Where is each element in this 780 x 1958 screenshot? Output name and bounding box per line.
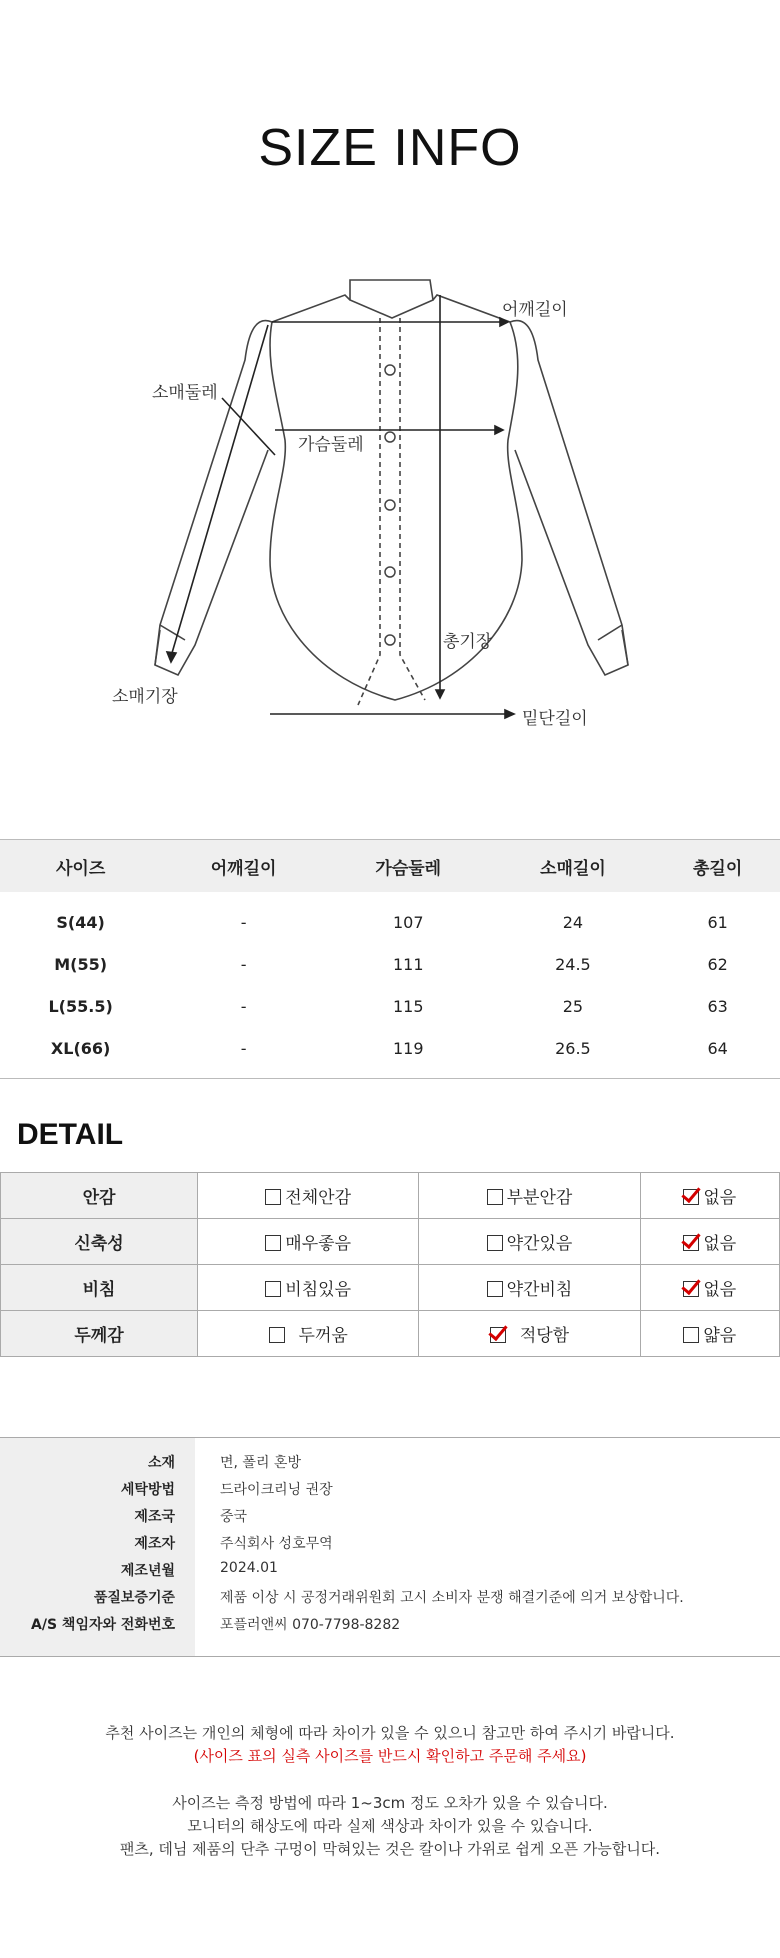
info-key: 품질보증기준: [93, 1590, 175, 1606]
length-arrow-head: [436, 690, 444, 698]
shoulder-cell: -: [240, 954, 247, 974]
checked-checkbox-icon: [683, 1235, 699, 1251]
info-value: 중국: [220, 1509, 248, 1525]
checkbox-icon: [269, 1327, 285, 1343]
length-cell: 62: [707, 954, 728, 974]
info-value: 2024.01: [220, 1560, 278, 1576]
sleeve-cell: 24: [562, 912, 584, 932]
checked-checkbox-icon: [683, 1189, 699, 1205]
table-row: [0, 1027, 780, 1079]
info-row: [0, 1452, 780, 1479]
checkbox-icon: [487, 1189, 503, 1205]
length-cell: 61: [707, 912, 728, 932]
button: [385, 500, 395, 510]
product-info-table: [0, 1437, 780, 1657]
info-row: [0, 1479, 780, 1506]
note-monitor-color: 모니터의 해상도에 따라 실제 색상과 차이가 있을 수 있습니다.: [187, 1817, 593, 1835]
header-shoulder: 어깨길이: [161, 840, 326, 893]
info-row: [0, 1506, 780, 1533]
option-label: 부분안감: [506, 1188, 573, 1208]
detail-option: [640, 1265, 779, 1311]
size-cell: L(55.5): [48, 996, 113, 1016]
length-cell: 64: [655, 1027, 780, 1079]
info-value: 포플러앤씨 070-7798-8282: [220, 1617, 401, 1633]
table-row: [0, 892, 780, 943]
size-info-title: SIZE INFO: [258, 119, 522, 177]
detail-option: [198, 1219, 419, 1265]
detail-row-sheer: [1, 1265, 780, 1311]
detail-option: [640, 1173, 779, 1219]
detail-title: DETAIL: [17, 1118, 124, 1151]
total-length-label: 총기장: [443, 632, 493, 652]
option-label: 전체안감: [285, 1188, 351, 1208]
checkbox-icon: [265, 1281, 281, 1297]
option-label: 없음: [703, 1234, 737, 1254]
chest-cell: 115: [392, 996, 424, 1016]
checkbox-icon: [487, 1281, 503, 1297]
info-key: 제조국: [134, 1509, 175, 1525]
detail-row-thickness: [1, 1311, 780, 1357]
table-row: [0, 943, 780, 985]
sleeve-length-arrow-head: [167, 652, 176, 662]
chest-label: 가슴둘레: [298, 435, 364, 455]
hem-arrow-head: [505, 710, 514, 718]
info-row: [0, 1533, 780, 1560]
info-row: [0, 1614, 780, 1641]
option-label: 두꺼움: [298, 1326, 348, 1346]
shoulder-cell: -: [161, 1027, 326, 1079]
chest-cell: 111: [392, 954, 424, 974]
info-key: 세탁방법: [120, 1482, 175, 1498]
detail-option: [640, 1219, 779, 1265]
detail-label: 두께감: [1, 1311, 198, 1357]
info-key: 제조년월: [120, 1563, 175, 1579]
option-label: 약간비침: [506, 1280, 573, 1300]
option-label: 매우좋음: [285, 1234, 351, 1254]
shoulder-cell: -: [240, 912, 247, 932]
button: [385, 365, 395, 375]
info-value: 주식회사 성호무역: [220, 1536, 333, 1552]
header-length: 총길이: [655, 840, 780, 893]
option-label: 적당함: [519, 1326, 570, 1346]
hem-label: 밑단길이: [522, 709, 588, 729]
checkbox-icon: [265, 1189, 281, 1205]
shoulder-cell: -: [240, 996, 247, 1016]
detail-option: [419, 1265, 640, 1311]
sleeve-circ-line: [222, 398, 275, 455]
size-table-header: [0, 840, 780, 893]
info-row: [0, 1560, 780, 1587]
checkbox-icon: [683, 1327, 699, 1343]
option-label: 없음: [703, 1280, 737, 1300]
detail-label: 안감: [1, 1173, 198, 1219]
checked-checkbox-icon: [683, 1281, 699, 1297]
header-chest: 가슴둘레: [326, 840, 491, 893]
chest-cell: 119: [326, 1027, 491, 1079]
detail-row-lining: [1, 1173, 780, 1219]
checkbox-icon: [265, 1235, 281, 1251]
button: [385, 432, 395, 442]
shirt-diagram: [0, 260, 780, 740]
info-value: 제품 이상 시 공정거래위원회 고시 소비자 분쟁 해결기준에 의거 보상합니다.: [220, 1590, 684, 1606]
detail-option: [419, 1219, 640, 1265]
detail-table: [0, 1172, 780, 1357]
detail-label: 신축성: [1, 1219, 198, 1265]
button: [385, 635, 395, 645]
detail-option: [198, 1173, 419, 1219]
chest-cell: 107: [392, 912, 424, 932]
placket: [358, 318, 425, 705]
size-cell: S(44): [56, 912, 105, 932]
info-value: 드라이크리닝 권장: [220, 1482, 333, 1498]
right-sleeve-outline: [510, 321, 628, 675]
option-label: 비침있음: [285, 1280, 351, 1300]
header-size: 사이즈: [0, 840, 161, 893]
detail-option: [419, 1173, 640, 1219]
collar-outline: [350, 280, 433, 318]
info-key: 소재: [147, 1455, 175, 1471]
info-row: [0, 1587, 780, 1614]
sleeve-cell: 24.5: [555, 954, 591, 974]
option-label: 없음: [703, 1188, 737, 1208]
sleeve-cell: 26.5: [491, 1027, 656, 1079]
note-button-hole: 팬츠, 데님 제품의 단추 구멍이 막혀있는 것은 칼이나 가위로 쉽게 오픈 가능합니다.: [119, 1840, 661, 1858]
sleeve-length-label: 소매기장: [112, 687, 178, 707]
header-sleeve: 소매길이: [491, 840, 656, 893]
sleeve-circ-label: 소매둘레: [152, 383, 218, 403]
note-measurement-error: 사이즈는 측정 방법에 따라 1~3cm 정도 오차가 있을 수 있습니다.: [172, 1794, 608, 1812]
checkbox-icon: [487, 1235, 503, 1251]
shoulder-label: 어깨길이: [502, 300, 568, 320]
info-key: A/S 책임자와 전화번호: [31, 1617, 175, 1633]
detail-option: [198, 1311, 419, 1357]
chest-arrow-head: [495, 426, 503, 434]
option-label: 얇음: [703, 1326, 737, 1346]
info-key: 제조자: [134, 1536, 175, 1552]
sleeve-cell: 25: [562, 996, 584, 1016]
option-label: 약간있음: [506, 1234, 573, 1254]
detail-row-stretch: [1, 1219, 780, 1265]
size-cell: M(55): [54, 954, 108, 974]
size-table: [0, 839, 780, 1079]
detail-option: [419, 1311, 640, 1357]
length-cell: 63: [707, 996, 728, 1016]
table-row: [0, 985, 780, 1027]
detail-option: [198, 1265, 419, 1311]
detail-label: 비침: [1, 1265, 198, 1311]
detail-option: [640, 1311, 779, 1357]
button: [385, 567, 395, 577]
note-recommended-size: 추천 사이즈는 개인의 체형에 따라 차이가 있을 수 있으니 참고만 하여 주시기 바랍니다.: [105, 1724, 675, 1742]
size-cell: XL(66): [0, 1027, 161, 1079]
note-check-size: (사이즈 표의 실측 사이즈를 반드시 확인하고 주문해 주세요): [193, 1747, 587, 1765]
info-value: 면, 폴리 혼방: [220, 1455, 301, 1471]
checked-checkbox-icon: [490, 1327, 506, 1343]
